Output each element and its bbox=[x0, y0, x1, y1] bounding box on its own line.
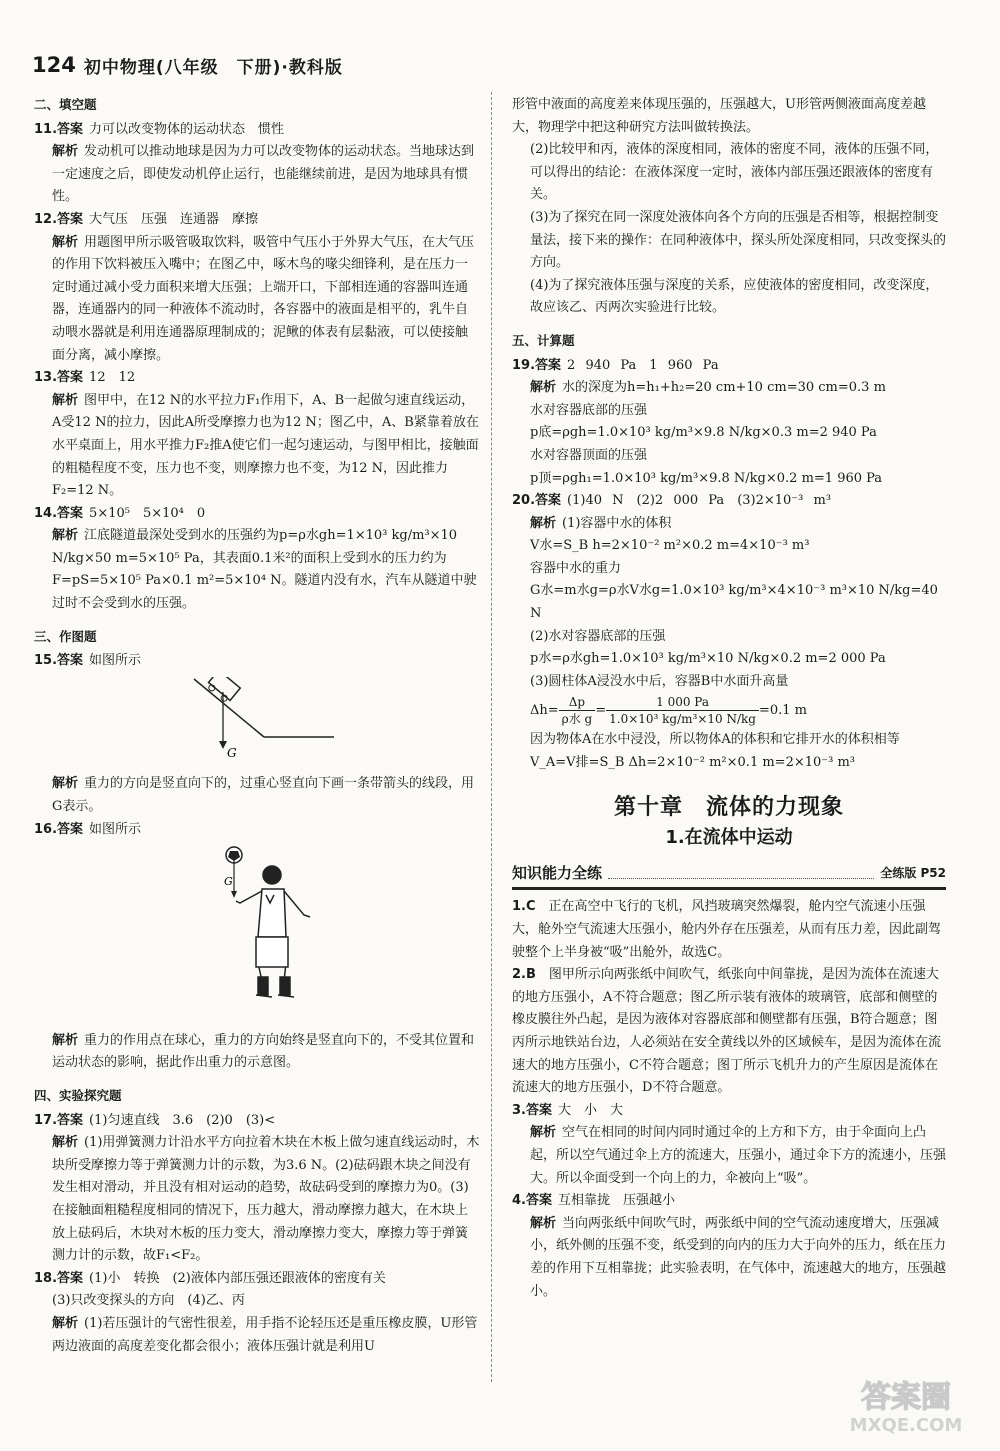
leader-dots bbox=[608, 868, 874, 879]
watermark-title: 答案圈 bbox=[861, 1380, 951, 1415]
player-figure bbox=[236, 866, 310, 997]
fraction bbox=[559, 694, 596, 727]
explanation-18-continued: 形管中液面的高度差来体现压强的，压强越大，U形管两侧液面高度差越大，物理学中把这种研究方法叫做转换法。 bbox=[512, 97, 926, 135]
item-number: 2.B bbox=[512, 967, 536, 983]
question-15 bbox=[34, 650, 480, 673]
formula-prefix: Δh= bbox=[530, 703, 559, 719]
explanation-text: 发动机可以推动地球是因为力可以改变物体的运动状态。当地球达到一定速度之后，即使发动机停止运行，也能继续前进，是因为地球具有惯性。 bbox=[52, 144, 475, 205]
explanation-label: 解析 bbox=[52, 776, 79, 792]
answer-label: 答案 bbox=[57, 121, 84, 137]
explanation-12 bbox=[34, 232, 480, 368]
fraction bbox=[606, 694, 759, 727]
watermark-domain: MXQE.COM bbox=[849, 1415, 963, 1436]
question-number: 12. bbox=[34, 211, 58, 227]
answer-label: 答案 bbox=[535, 357, 562, 373]
section-heading: 五、计算题 bbox=[512, 332, 575, 348]
item-number: 4. bbox=[512, 1193, 526, 1209]
practice-item-3 bbox=[512, 1100, 946, 1123]
watermark-svg bbox=[826, 1373, 986, 1437]
explanation-text: 空气在相同的时间内同时通过伞的上方和下方，由于伞面向上凸起，所以空气通过伞上方的流速大，压强小，通过伞下方的流速小，压强大。所以伞面受到一个向上的力，伞被向上“吸”。 bbox=[530, 1125, 947, 1186]
fraction-formula: Δh= $\frac{\Delta p}{\text{ρ水 g}}$ = $\frac{1 000 Pa}{\text{1.0×10³ kg/m³×10 N/kg}}$ =0.1 m bbox=[530, 695, 808, 727]
formula-line: (2)水对容器底部的压强 bbox=[530, 628, 666, 644]
answer-text: 5×10⁵ 5×10⁴ 0 bbox=[89, 505, 206, 521]
explanation-text: 图甲中，在12 N的水平拉力F₁作用下，A、B一起做匀速直线运动，A受12 N的拉力，因此A所受摩擦力也为12 N；图乙中，A、B紧靠着放在水平桌面上，用水平推力F₂推A使它们一起匀速运动，与图甲相比，接触面的粗糙程度不变，压力也不变，则摩擦力也不变，为12 N，因此推力F₂=12 N。 bbox=[52, 392, 479, 499]
answer-label: 答案 bbox=[57, 1270, 84, 1286]
question-12 bbox=[34, 209, 480, 232]
formula-line: 容器中水的重力 bbox=[530, 560, 622, 576]
explanation-20 bbox=[512, 513, 946, 536]
explanation-18-part3: (3)为了探究在同一深度处液体向各个方向的压强是否相等，根据控制变量法，接下来的操作：在同种液体中，探头所处深度相同，只改变探头的方向。 bbox=[530, 209, 947, 271]
answer-18-continued: (3)只改变探头的方向 (4)乙、丙 bbox=[52, 1293, 245, 1309]
answer-label: 答案 bbox=[525, 1102, 552, 1118]
explanation-label: 解析 bbox=[52, 392, 79, 408]
item-text: 正在高空中飞行的飞机，风挡玻璃突然爆裂，舱内空气流速小压强大，舱外空气流速大压强小，舱内外存在压强差，从而有压力差，因此副驾驶整个上半身被“吸”出舱外，故选C。 bbox=[512, 899, 942, 960]
question-number: 20. bbox=[512, 493, 536, 509]
explanation-text: (1)若压强计的气密性很差，用手指不论轻压还是重压橡皮膜，U形管两边液面的高度差变化都会很小；液体压强计就是利用U bbox=[52, 1315, 478, 1354]
explanation-text: 江底隧道最深处受到水的压强约为p=ρ水gh=1×10³ kg/m³×10 N/kg×50 m=5×10⁵ Pa，其表面0.1米²的面积上受到水的压力约为F=pS=5×10⁵ Pa×0.1 m²=5×10⁴ N。隧道内没有水，汽车从隧道中驶过时不会受到水的压强。 bbox=[52, 528, 477, 612]
denominator: ρ水 g bbox=[561, 712, 593, 727]
question-11 bbox=[34, 119, 480, 142]
answer-label: 答案 bbox=[535, 493, 562, 509]
section-heading: 四、实验探究题 bbox=[34, 1088, 122, 1103]
formula-line: (1)容器中水的体积 bbox=[562, 515, 672, 531]
answer-label: 答案 bbox=[57, 821, 84, 837]
section-heading: 三、作图题 bbox=[34, 628, 97, 644]
formula-line: 水对容器底部的压强 bbox=[530, 402, 648, 418]
answer-text: 大 小 大 bbox=[558, 1102, 624, 1118]
question-number: 19. bbox=[512, 357, 536, 373]
answer-text: 互相靠拢 压强越小 bbox=[558, 1193, 676, 1209]
page-number: 124 bbox=[32, 53, 76, 77]
right-column bbox=[512, 94, 946, 1303]
question-17 bbox=[34, 1110, 480, 1133]
formula-line: V水=S_B h=2×10⁻² m²×0.2 m=4×10⁻³ m³ bbox=[530, 538, 810, 554]
incline-slope bbox=[194, 679, 264, 737]
explanation-text: 重力的方向是竖直向下的，过重心竖直向下画一条带箭头的线段，用G表示。 bbox=[52, 776, 475, 815]
practice-title: 知识能力全练 bbox=[512, 863, 603, 882]
answer-label: 答案 bbox=[57, 1112, 84, 1128]
question-number: 11. bbox=[34, 121, 58, 137]
formula-line: 水对容器顶面的压强 bbox=[530, 447, 648, 463]
arrow-head bbox=[219, 741, 227, 749]
answer-text: 12 12 bbox=[89, 370, 136, 386]
explanation-16 bbox=[34, 1030, 480, 1075]
explanation-14 bbox=[34, 525, 480, 615]
question-14 bbox=[34, 503, 480, 526]
explanation-15 bbox=[34, 773, 480, 818]
page-header bbox=[32, 48, 343, 82]
formula-line: (3)圆柱体A浸没水中后，容器B中水面升高量 bbox=[530, 673, 789, 689]
question-number: 18. bbox=[34, 1270, 58, 1286]
section-heading: 二、填空题 bbox=[34, 97, 97, 112]
explanation-text: (1)用弹簧测力计沿水平方向拉着木块在木板上做匀速直线运动时，木块所受摩擦力等于弹簧测力计的示数，为3.6 N。(2)砝码跟木块之间没有发生相对滑动，并且没有相对运动的趋势，故砝码受到的摩擦力为0。(3)在接触面粗糙程度相同的情况下，压力越大，滑动摩擦力越大，在木块上放上砝码后，木块对木板的压力变大，滑动摩擦力变大，摩擦力等于弹簧测力计的示数，故F₁<F₂。 bbox=[52, 1135, 480, 1264]
answer-label: 答案 bbox=[57, 653, 84, 669]
answer-label: 答案 bbox=[57, 211, 84, 227]
question-number: 14. bbox=[34, 505, 58, 521]
question-number: 15. bbox=[34, 653, 58, 669]
explanation-label: 解析 bbox=[52, 1032, 79, 1048]
answer-label: 答案 bbox=[57, 505, 84, 521]
answer-text: (1)匀速直线 3.6 (2)0 (3)< bbox=[89, 1112, 276, 1128]
explanation-label: 解析 bbox=[52, 1315, 79, 1331]
formula-line: p水=ρ水gh=1.0×10³ kg/m³×10 N/kg×0.2 m=2 000 Pa bbox=[530, 651, 886, 667]
explanation-13 bbox=[34, 390, 480, 503]
soccer-figure-svg bbox=[34, 845, 480, 1015]
explanation-label: 解析 bbox=[530, 380, 557, 396]
numerator: 1 000 Pa bbox=[606, 694, 759, 711]
column-divider bbox=[491, 92, 492, 1382]
practice-page-ref: 全练版 P52 bbox=[880, 865, 946, 880]
explanation-18-part4: (4)为了探究液体压强与深度的关系，应使液体的密度相同，改变深度，故应该乙、丙两次实验进行比较。 bbox=[530, 277, 939, 316]
formula-line: p顶=ρgh₁=1.0×10³ kg/m³×9.8 N/kg×0.2 m=1 960 Pa bbox=[530, 470, 883, 486]
item-number: 3. bbox=[512, 1102, 526, 1118]
explanation-label: 解析 bbox=[52, 234, 79, 250]
explanation-label: 解析 bbox=[530, 1125, 557, 1141]
soccer-player-diagram bbox=[34, 845, 480, 1024]
gravity-label: G bbox=[224, 875, 233, 889]
explanation-text: 重力的作用点在球心，重力的方向始终是竖直向下的，不受其位置和运动状态的影响，据此作出重力的示意图。 bbox=[52, 1032, 475, 1071]
explanation-p3 bbox=[512, 1122, 946, 1190]
practice-item-2 bbox=[512, 964, 946, 1100]
watermark-logo bbox=[826, 1373, 986, 1437]
formula-line: G水=m水g=ρ水V水g=1.0×10³ kg/m³×4×10⁻³ m³×10 N/kg=40 N bbox=[530, 583, 938, 622]
answer-text: 力可以改变物体的运动状态 惯性 bbox=[89, 121, 285, 137]
explanation-label: 解析 bbox=[52, 528, 79, 544]
question-16 bbox=[34, 819, 480, 842]
explanation-label: 解析 bbox=[530, 1215, 557, 1231]
question-19 bbox=[512, 355, 946, 378]
book-title: 初中物理(八年级 下册)·教科版 bbox=[83, 57, 343, 78]
answer-text: (1)40 N (2)2 000 Pa (3)2×10⁻³ m³ bbox=[567, 493, 832, 509]
answer-text: 如图所示 bbox=[89, 821, 142, 837]
gravity-label: G bbox=[227, 745, 237, 759]
lesson-title: 1.在流体中运动 bbox=[665, 827, 793, 849]
answer-text: 2 940 Pa 1 960 Pa bbox=[567, 357, 719, 373]
item-number: 1.C bbox=[512, 899, 536, 915]
explanation-11 bbox=[34, 141, 480, 209]
formula-line: p底=ρgh=1.0×10³ kg/m³×9.8 N/kg×0.3 m=2 940 Pa bbox=[530, 425, 877, 441]
answer-label: 答案 bbox=[57, 370, 84, 386]
formula-result: =0.1 m bbox=[758, 703, 808, 719]
formula-line: 因为物体A在水中浸没，所以物体A的体积和它排开水的体积相等 bbox=[530, 732, 900, 748]
formula-line: 水的深度为h=h₁+h₂=20 cm+10 cm=30 cm=0.3 m bbox=[562, 380, 886, 396]
denominator: 1.0×10³ kg/m³×10 N/kg bbox=[609, 712, 756, 727]
question-13 bbox=[34, 367, 480, 390]
explanation-17 bbox=[34, 1132, 480, 1268]
explanation-label: 解析 bbox=[52, 144, 79, 160]
question-number: 13. bbox=[34, 370, 58, 386]
chapter-title: 第十章 流体的力现象 bbox=[613, 794, 844, 820]
question-20 bbox=[512, 490, 946, 513]
arrow-head bbox=[231, 891, 237, 898]
answer-label: 答案 bbox=[525, 1193, 552, 1209]
explanation-label: 解析 bbox=[530, 515, 557, 531]
left-column bbox=[34, 94, 480, 1358]
explanation-text: 当向两张纸中间吹气时，两张纸中间的空气流动速度增大，压强减小，纸外侧的压强不变，纸受到的向内的压力大于向外的压力，纸在压力差的作用下互相靠拢；此实验表明，在气体中，流速越大的地方，压强越小。 bbox=[530, 1215, 947, 1299]
question-18 bbox=[34, 1268, 480, 1291]
incline-figure-svg bbox=[34, 677, 480, 759]
formula-line: V_A=V排=S_B Δh=2×10⁻² m²×0.1 m=2×10⁻³ m³ bbox=[530, 755, 856, 771]
answer-text: (1)小 转换 (2)液体内部压强还跟液体的密度有关 bbox=[89, 1270, 386, 1286]
answer-text: 大气压 压强 连通器 摩擦 bbox=[89, 211, 259, 227]
item-text: 图甲所示向两张纸中间吹气，纸张向中间靠拢，是因为流体在流速大的地方压强小，A不符合题意；图乙所示装有液体的玻璃管，底部和侧壁的橡皮膜往外凸起，是因为液体对容器底部和侧壁都有压强，B符合题意；图丙所示地铁站台边，人必须站在安全黄线以外的区域候车，是因为流体在流速大的地方压强小，C不符合题意；图丁所示飞机升力的产生原因是流体在流速大的地方压强小，D不符合题意。 bbox=[512, 967, 942, 1096]
question-number: 17. bbox=[34, 1112, 58, 1128]
explanation-18-part2: (2)比较甲和丙，液体的深度相同，液体的密度不同，液体的压强不同，可以得出的结论：在液体深度一定时，液体内部压强还跟液体的密度有关。 bbox=[530, 142, 939, 203]
incline-diagram bbox=[34, 677, 480, 768]
answer-text: 如图所示 bbox=[89, 653, 142, 669]
explanation-18 bbox=[34, 1313, 480, 1358]
numerator: Δp bbox=[559, 694, 596, 711]
practice-item-1 bbox=[512, 896, 946, 964]
practice-item-4 bbox=[512, 1190, 946, 1213]
practice-bar bbox=[512, 862, 946, 891]
explanation-19 bbox=[512, 377, 946, 400]
question-number: 16. bbox=[34, 821, 58, 837]
explanation-label: 解析 bbox=[52, 1135, 79, 1151]
explanation-p4 bbox=[512, 1213, 946, 1303]
explanation-text: 用题图甲所示吸管吸取饮料，吸管中气压小于外界大气压，在大气压的作用下饮料被压入嘴中；在图乙中，啄木鸟的喙尖细锋利，是在压力一定时通过减小受力面积来增大压强；上端开口，下部相连通的容器叫连通器，连通器内的同一种液体不流动时，各容器中的液面是相平的，乳牛自动喂水器就是利用连通器原理制成的；泥鳅的体表有层黏液，可以使接触面分离，减小摩擦。 bbox=[52, 234, 475, 363]
